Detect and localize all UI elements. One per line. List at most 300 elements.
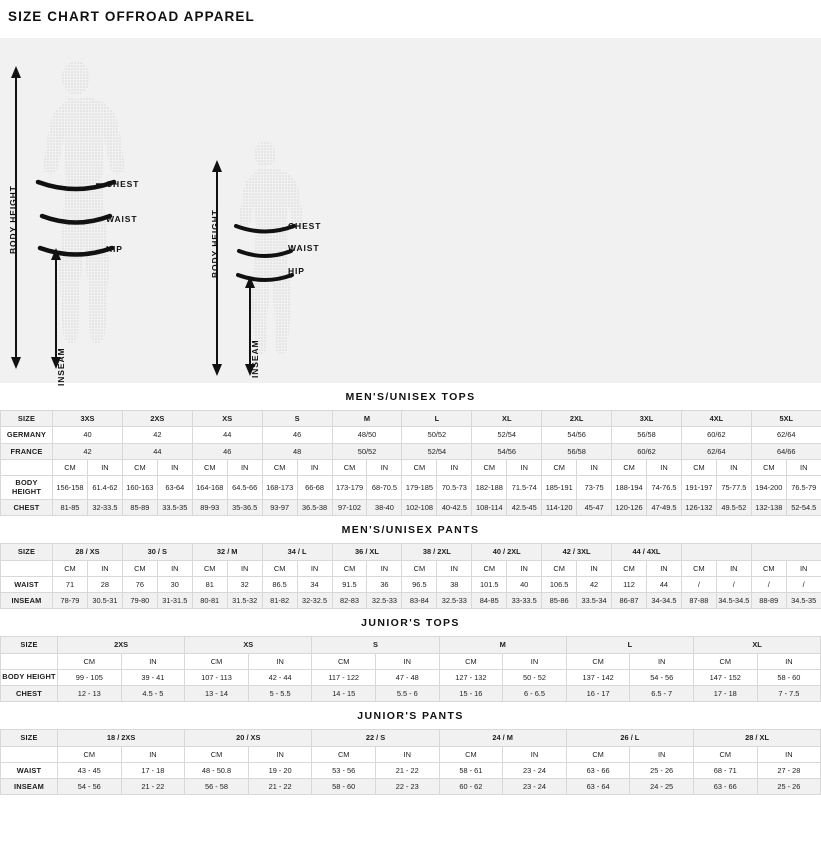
value-cell: 63 - 64 — [566, 779, 630, 795]
size-cell: 2XL — [542, 411, 612, 427]
value-cell: 97-102 — [332, 500, 367, 516]
value-cell: 93-97 — [262, 500, 297, 516]
size-cell: XS — [192, 411, 262, 427]
value-cell: 34 — [297, 576, 332, 592]
table-row — [1, 637, 821, 653]
junior-label-waist: WAIST — [288, 243, 320, 253]
value-cell: 62/64 — [681, 443, 751, 459]
junior-label-body-height: BODY HEIGHT — [210, 209, 220, 278]
unit-cm: CM — [542, 560, 577, 576]
value-cell: 81-85 — [53, 500, 88, 516]
value-cell: 84-85 — [472, 593, 507, 609]
value-cell: 112 — [612, 576, 647, 592]
table-row — [1, 576, 821, 592]
value-cell: 33.5-34 — [577, 593, 612, 609]
size-cell: 24 / M — [439, 730, 566, 746]
table-row — [1, 443, 821, 459]
value-cell: 54 - 56 — [630, 669, 694, 685]
unit-cm: CM — [566, 746, 630, 762]
value-cell: 43 - 45 — [58, 762, 122, 778]
value-cell: 188-194 — [612, 476, 647, 500]
size-cell: 44 / 4XL — [612, 544, 682, 560]
value-cell: 68-70.5 — [367, 476, 402, 500]
value-cell: 61.4-62 — [87, 476, 122, 500]
value-cell: 36 — [367, 576, 402, 592]
value-cell: 182-188 — [472, 476, 507, 500]
value-cell: 19 - 20 — [248, 762, 312, 778]
junior-label-hip: HIP — [288, 266, 305, 276]
size-cell: 28 / XS — [53, 544, 123, 560]
value-cell: 17 - 18 — [694, 686, 758, 702]
table-row — [1, 544, 821, 560]
page-title: SIZE CHART OFFROAD APPAREL — [8, 9, 255, 24]
unit-in: IN — [507, 459, 542, 475]
value-cell: 33.5-35 — [157, 500, 192, 516]
table-row — [1, 411, 821, 427]
value-cell: 28 — [87, 576, 122, 592]
unit-cm: CM — [192, 459, 227, 475]
unit-cm: CM — [53, 459, 88, 475]
value-cell: 32-33.5 — [87, 500, 122, 516]
value-cell: 58 - 61 — [439, 762, 503, 778]
value-cell: 5 - 5.5 — [248, 686, 312, 702]
size-cell: 30 / S — [122, 544, 192, 560]
unit-cm: CM — [751, 459, 786, 475]
value-cell: 21 - 22 — [375, 762, 439, 778]
unit-in: IN — [757, 746, 821, 762]
table-row — [1, 730, 821, 746]
value-cell: 80-81 — [192, 593, 227, 609]
value-cell: 102-108 — [402, 500, 437, 516]
section-title-juniors-pants: JUNIOR'S PANTS — [0, 702, 821, 729]
size-cell: 38 / 2XL — [402, 544, 472, 560]
value-cell: 81 — [192, 576, 227, 592]
value-cell: 64/66 — [751, 443, 821, 459]
value-cell: 16 - 17 — [566, 686, 630, 702]
unit-in: IN — [647, 459, 682, 475]
unit-in: IN — [367, 459, 402, 475]
value-cell: 45-47 — [577, 500, 612, 516]
value-cell: 156-158 — [53, 476, 88, 500]
col-label-size: SIZE — [1, 544, 53, 560]
unit-in: IN — [227, 459, 262, 475]
col-label-size: SIZE — [1, 730, 58, 746]
value-cell: / — [786, 576, 821, 592]
row-label-inseam: INSEAM — [1, 779, 58, 795]
size-cell: M — [439, 637, 566, 653]
table-row — [1, 476, 821, 500]
adult-label-waist: WAIST — [106, 214, 138, 224]
value-cell: 44 — [192, 427, 262, 443]
value-cell: 32.5-33 — [367, 593, 402, 609]
unit-in: IN — [248, 653, 312, 669]
unit-in: IN — [646, 560, 681, 576]
col-label-size: SIZE — [1, 637, 58, 653]
unit-cm: CM — [472, 459, 507, 475]
size-cell: XS — [185, 637, 312, 653]
unit-cm: CM — [122, 459, 157, 475]
value-cell: 40-42.5 — [437, 500, 472, 516]
table-row — [1, 427, 821, 443]
unit-in: IN — [297, 560, 332, 576]
value-cell: 7 - 7.5 — [757, 686, 821, 702]
row-label-chest: CHEST — [1, 686, 58, 702]
value-cell: 147 - 152 — [694, 669, 758, 685]
unit-in: IN — [87, 560, 122, 576]
unit-in: IN — [227, 560, 262, 576]
value-cell: 86.5 — [262, 576, 297, 592]
value-cell: 42 — [53, 443, 123, 459]
value-cell: 15 - 16 — [439, 686, 503, 702]
adult-label-inseam: INSEAM — [56, 347, 66, 386]
value-cell: 21 - 22 — [248, 779, 312, 795]
unit-in: IN — [716, 560, 751, 576]
table-juniors-pants — [0, 729, 821, 795]
table-row — [1, 669, 821, 685]
size-cell — [681, 544, 751, 560]
table-row-units — [1, 746, 821, 762]
adult-label-hip: HIP — [106, 244, 123, 254]
unit-in: IN — [577, 459, 612, 475]
unit-cm: CM — [694, 653, 758, 669]
size-cell: 40 / 2XL — [472, 544, 542, 560]
size-cell: 22 / S — [312, 730, 439, 746]
row-label-germany: GERMANY — [1, 427, 53, 443]
unit-spacer — [1, 560, 53, 576]
unit-cm: CM — [185, 746, 249, 762]
unit-in: IN — [367, 560, 402, 576]
size-cell: XL — [694, 637, 821, 653]
value-cell: 63 - 66 — [566, 762, 630, 778]
unit-cm: CM — [192, 560, 227, 576]
size-cell: 3XS — [53, 411, 123, 427]
value-cell: 50 - 52 — [503, 669, 567, 685]
unit-in: IN — [786, 560, 821, 576]
size-cell: 4XL — [681, 411, 751, 427]
junior-label-chest: CHEST — [288, 221, 322, 231]
section-title-juniors-tops: JUNIOR'S TOPS — [0, 609, 821, 636]
value-cell: 56/58 — [542, 443, 612, 459]
unit-cm: CM — [566, 653, 630, 669]
value-cell: 14 - 15 — [312, 686, 376, 702]
row-label-france: FRANCE — [1, 443, 53, 459]
unit-cm: CM — [185, 653, 249, 669]
row-label-waist: WAIST — [1, 576, 53, 592]
unit-cm: CM — [262, 560, 297, 576]
value-cell: 191-197 — [681, 476, 716, 500]
value-cell: 32-32.5 — [297, 593, 332, 609]
measurement-diagram — [0, 38, 821, 386]
unit-cm: CM — [472, 560, 507, 576]
value-cell: 30 — [157, 576, 192, 592]
value-cell: 42 — [122, 427, 192, 443]
unit-in: IN — [507, 560, 542, 576]
value-cell: 71 — [53, 576, 88, 592]
unit-cm: CM — [312, 653, 376, 669]
value-cell: 25 - 26 — [757, 779, 821, 795]
value-cell: 91.5 — [332, 576, 367, 592]
section-title-mens-tops: MEN'S/UNISEX TOPS — [0, 383, 821, 410]
value-cell: 38-40 — [367, 500, 402, 516]
value-cell: 46 — [192, 443, 262, 459]
value-cell: 54 - 56 — [58, 779, 122, 795]
value-cell: / — [751, 576, 786, 592]
value-cell: 60 - 62 — [439, 779, 503, 795]
value-cell: 71.5-74 — [507, 476, 542, 500]
size-cell: 3XL — [612, 411, 682, 427]
value-cell: 25 - 26 — [630, 762, 694, 778]
value-cell: 50/52 — [332, 443, 402, 459]
value-cell: 101.5 — [472, 576, 507, 592]
size-cell: S — [262, 411, 332, 427]
size-cell: L — [402, 411, 472, 427]
value-cell: 173-179 — [332, 476, 367, 500]
value-cell: 35-36.5 — [227, 500, 262, 516]
value-cell: 21 - 22 — [121, 779, 185, 795]
value-cell: 22 - 23 — [375, 779, 439, 795]
value-cell: 5.5 - 6 — [376, 686, 440, 702]
unit-in: IN — [376, 653, 440, 669]
value-cell: 54/56 — [542, 427, 612, 443]
value-cell: 66-68 — [297, 476, 332, 500]
tables-container — [0, 383, 821, 795]
unit-in: IN — [121, 653, 185, 669]
value-cell: 49.5-52 — [716, 500, 751, 516]
value-cell: 106.5 — [542, 576, 577, 592]
value-cell: 62/64 — [751, 427, 821, 443]
value-cell: 76.5-79 — [786, 476, 821, 500]
value-cell: 108-114 — [472, 500, 507, 516]
value-cell: 17 - 18 — [121, 762, 185, 778]
row-label-body-height: BODY HEIGHT — [1, 669, 58, 685]
size-cell: 36 / XL — [332, 544, 402, 560]
unit-in: IN — [630, 653, 694, 669]
value-cell: 23 - 24 — [503, 762, 567, 778]
value-cell: 46 — [262, 427, 332, 443]
value-cell: 63-64 — [157, 476, 192, 500]
unit-in: IN — [157, 560, 192, 576]
table-row — [1, 779, 821, 795]
value-cell: 24 - 25 — [630, 779, 694, 795]
size-cell: 2XS — [122, 411, 192, 427]
value-cell: 52-54.5 — [786, 500, 821, 516]
unit-cm: CM — [681, 459, 716, 475]
value-cell: 32.5-33 — [437, 593, 472, 609]
value-cell: 132-138 — [751, 500, 786, 516]
value-cell: / — [716, 576, 751, 592]
unit-cm: CM — [681, 560, 716, 576]
unit-in: IN — [87, 459, 122, 475]
unit-cm: CM — [612, 560, 647, 576]
value-cell: 38 — [437, 576, 472, 592]
size-cell: 28 / XL — [693, 730, 820, 746]
unit-in: IN — [503, 746, 567, 762]
col-label-size: SIZE — [1, 411, 53, 427]
value-cell: 194-200 — [751, 476, 786, 500]
value-cell: 63 - 66 — [693, 779, 757, 795]
table-row-units — [1, 653, 821, 669]
value-cell: 185-191 — [542, 476, 577, 500]
value-cell: 6.5 - 7 — [630, 686, 694, 702]
value-cell: 27 - 28 — [757, 762, 821, 778]
value-cell: 120-126 — [612, 500, 647, 516]
value-cell: 64.5-66 — [227, 476, 262, 500]
value-cell: 99 - 105 — [58, 669, 122, 685]
table-juniors-tops — [0, 636, 821, 702]
value-cell: 114-120 — [542, 500, 577, 516]
value-cell: / — [681, 576, 716, 592]
value-cell: 137 - 142 — [566, 669, 630, 685]
unit-cm: CM — [122, 560, 157, 576]
value-cell: 70.5-73 — [437, 476, 472, 500]
unit-cm: CM — [402, 560, 437, 576]
size-cell: 2XS — [58, 637, 185, 653]
value-cell: 39 - 41 — [121, 669, 185, 685]
unit-cm: CM — [693, 746, 757, 762]
table-row — [1, 686, 821, 702]
value-cell: 47-49.5 — [647, 500, 682, 516]
value-cell: 42 - 44 — [248, 669, 312, 685]
unit-cm: CM — [53, 560, 88, 576]
value-cell: 56 - 58 — [185, 779, 249, 795]
table-row-units — [1, 560, 821, 576]
unit-cm: CM — [751, 560, 786, 576]
value-cell: 48 — [262, 443, 332, 459]
unit-in: IN — [503, 653, 567, 669]
unit-cm: CM — [312, 746, 376, 762]
value-cell: 12 - 13 — [58, 686, 122, 702]
unit-in: IN — [248, 746, 312, 762]
size-cell: 18 / 2XS — [58, 730, 185, 746]
adult-label-chest: CHEST — [106, 179, 140, 189]
unit-cm: CM — [612, 459, 647, 475]
value-cell: 32 — [227, 576, 262, 592]
value-cell: 58 - 60 — [757, 669, 821, 685]
value-cell: 36.5-38 — [297, 500, 332, 516]
unit-in: IN — [157, 459, 192, 475]
value-cell: 56/58 — [612, 427, 682, 443]
value-cell: 34.5-35 — [786, 593, 821, 609]
unit-cm: CM — [332, 560, 367, 576]
value-cell: 42.5-45 — [507, 500, 542, 516]
unit-cm: CM — [58, 653, 122, 669]
unit-cm: CM — [332, 459, 367, 475]
value-cell: 44 — [122, 443, 192, 459]
size-cell: L — [566, 637, 693, 653]
value-cell: 73-75 — [577, 476, 612, 500]
value-cell: 88-89 — [751, 593, 786, 609]
value-cell: 33-33.5 — [507, 593, 542, 609]
value-cell: 31.5-32 — [227, 593, 262, 609]
value-cell: 83-84 — [402, 593, 437, 609]
table-mens-tops — [0, 410, 821, 516]
unit-spacer — [1, 459, 53, 475]
value-cell: 47 - 48 — [376, 669, 440, 685]
table-row — [1, 500, 821, 516]
value-cell: 117 - 122 — [312, 669, 376, 685]
adult-label-body-height: BODY HEIGHT — [8, 185, 18, 254]
value-cell: 54/56 — [472, 443, 542, 459]
unit-in: IN — [716, 459, 751, 475]
value-cell: 52/54 — [402, 443, 472, 459]
unit-in: IN — [630, 746, 694, 762]
unit-in: IN — [757, 653, 821, 669]
size-cell: 42 / 3XL — [542, 544, 612, 560]
row-label-chest: CHEST — [1, 500, 53, 516]
value-cell: 48/50 — [332, 427, 402, 443]
value-cell: 164-168 — [192, 476, 227, 500]
value-cell: 50/52 — [402, 427, 472, 443]
size-cell: 34 / L — [262, 544, 332, 560]
value-cell: 60/62 — [681, 427, 751, 443]
value-cell: 168-173 — [262, 476, 297, 500]
value-cell: 85-89 — [122, 500, 157, 516]
value-cell: 126-132 — [681, 500, 716, 516]
size-cell: XL — [472, 411, 542, 427]
row-label-waist: WAIST — [1, 762, 58, 778]
unit-cm: CM — [58, 746, 122, 762]
unit-spacer — [1, 746, 58, 762]
value-cell: 82-83 — [332, 593, 367, 609]
value-cell: 60/62 — [612, 443, 682, 459]
value-cell: 79-80 — [122, 593, 157, 609]
value-cell: 81-82 — [262, 593, 297, 609]
value-cell: 58 - 60 — [312, 779, 376, 795]
value-cell: 96.5 — [402, 576, 437, 592]
value-cell: 23 - 24 — [503, 779, 567, 795]
size-cell: 26 / L — [566, 730, 693, 746]
value-cell: 76 — [122, 576, 157, 592]
table-row-units — [1, 459, 821, 475]
unit-cm: CM — [542, 459, 577, 475]
row-label-body-height: BODY HEIGHT — [1, 476, 53, 500]
unit-in: IN — [121, 746, 185, 762]
value-cell: 74-76.5 — [647, 476, 682, 500]
value-cell: 4.5 - 5 — [121, 686, 185, 702]
value-cell: 34-34.5 — [646, 593, 681, 609]
value-cell: 85-86 — [542, 593, 577, 609]
value-cell: 53 - 56 — [312, 762, 376, 778]
value-cell: 107 - 113 — [185, 669, 249, 685]
value-cell: 87-88 — [681, 593, 716, 609]
value-cell: 75-77.5 — [716, 476, 751, 500]
junior-measure-lines — [210, 136, 340, 384]
value-cell: 127 - 132 — [439, 669, 503, 685]
value-cell: 40 — [507, 576, 542, 592]
unit-in: IN — [786, 459, 821, 475]
value-cell: 89-93 — [192, 500, 227, 516]
value-cell: 30.5-31 — [87, 593, 122, 609]
table-row — [1, 593, 821, 609]
size-cell: S — [312, 637, 439, 653]
unit-in: IN — [375, 746, 439, 762]
value-cell: 34.5-34.5 — [716, 593, 751, 609]
size-cell: 32 / M — [192, 544, 262, 560]
unit-cm: CM — [439, 653, 503, 669]
table-mens-pants — [0, 543, 821, 609]
value-cell: 13 - 14 — [185, 686, 249, 702]
value-cell: 42 — [577, 576, 612, 592]
value-cell: 68 - 71 — [693, 762, 757, 778]
unit-cm: CM — [402, 459, 437, 475]
value-cell: 160-163 — [122, 476, 157, 500]
value-cell: 78-79 — [53, 593, 88, 609]
value-cell: 6 - 6.5 — [503, 686, 567, 702]
value-cell: 40 — [53, 427, 123, 443]
unit-in: IN — [577, 560, 612, 576]
value-cell: 48 - 50.8 — [185, 762, 249, 778]
unit-cm: CM — [262, 459, 297, 475]
